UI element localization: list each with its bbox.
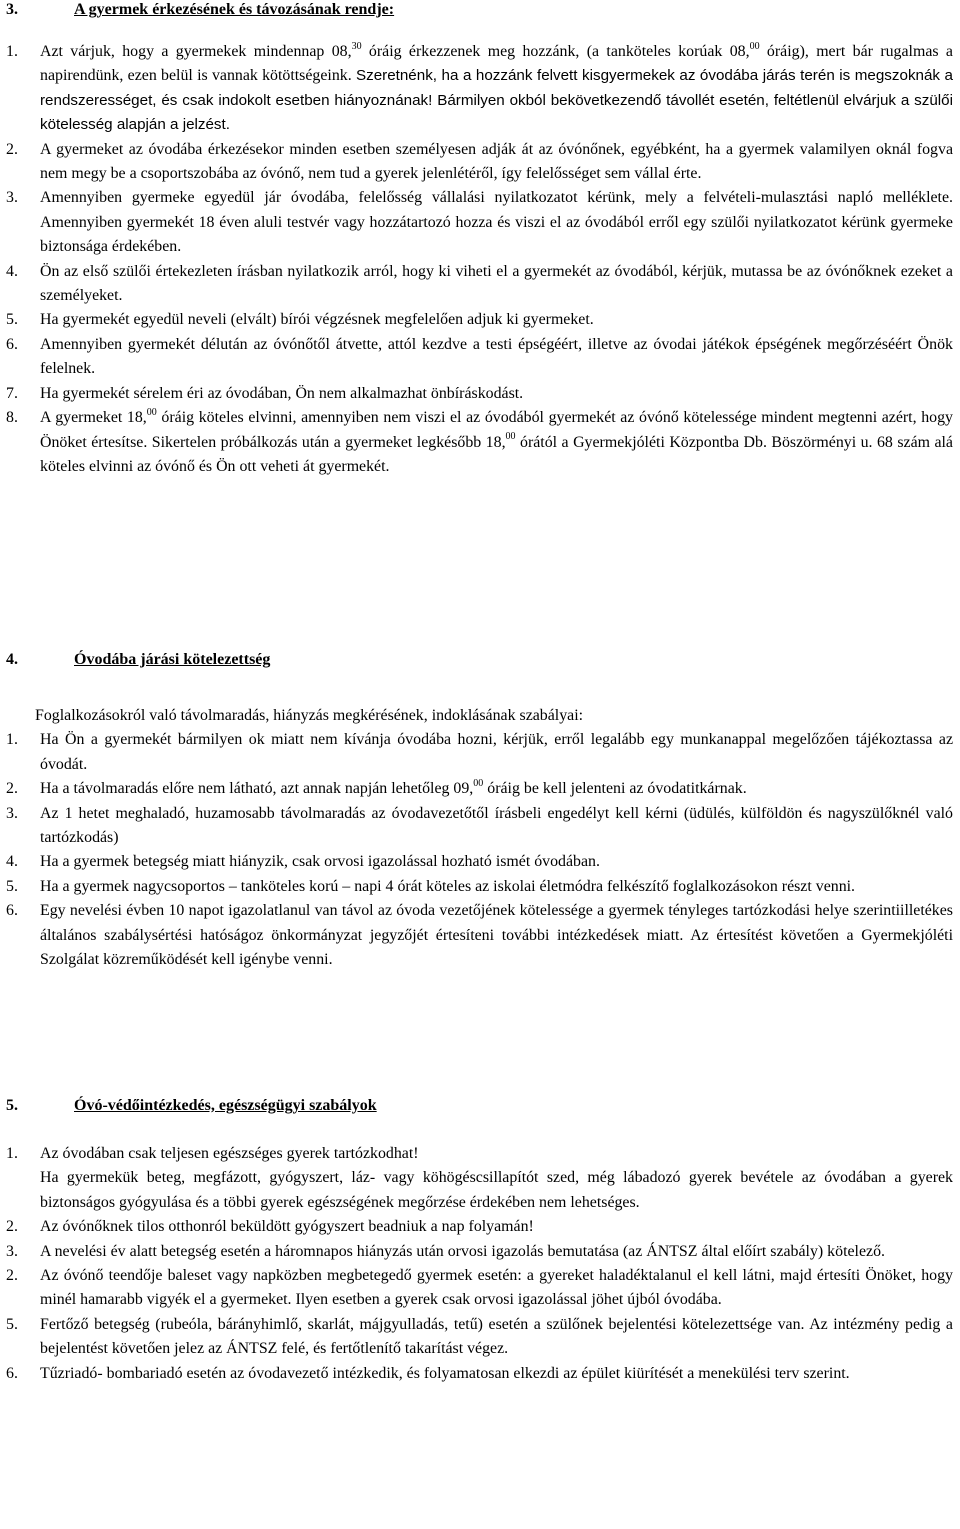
item-continuation: Ha gyermekük beteg, megfázott, gyógyszert, láz- vagy köhögéscsillapítót szed, még lábadozó gyerek bevétele az óvodában a gyerek biztonságos gyógyulása és a többi gyerek egészségének megőrzése érdekében nem lehetséges. xyxy=(40,1169,953,1211)
list-item xyxy=(6,382,953,406)
item-text: Ha a távolmaradás előre nem látható, azt annak napján lehetőleg 09,00 óráig be kell jelenteni az óvodatitkárnak. xyxy=(40,777,747,798)
item-text: Ha Ön a gyermekét bármilyen ok miatt nem kívánja óvodába hozni, kérjük, erről legalább egy munkanappal megelőzően tájékoztassa az óvodát. xyxy=(40,731,953,773)
list-item xyxy=(6,40,953,138)
item-number: 5. xyxy=(6,1315,18,1333)
item-number: 5. xyxy=(6,877,18,895)
list-item xyxy=(6,260,953,309)
item-number: 1. xyxy=(6,43,18,60)
item-number: 8. xyxy=(6,409,18,427)
item-text: Ha gyermekét sérelem éri az óvodában, Ön nem alkalmazhat önbíráskodást. xyxy=(40,384,524,402)
item-number: 2. xyxy=(6,780,18,798)
section-intro: Foglalkozásokról való távolmaradás, hiányzás megkérésének, indoklásának szabályai: xyxy=(35,707,584,724)
item-text: Az óvónőknek tilos otthonról beküldött gyógyszert beadniuk a nap folyamán! xyxy=(40,1218,534,1236)
item-text: Fertőző betegség (rubeóla, bárányhimlő, skarlát, májgyulladás, tetű) esetén a szülőnek bejelentési kötelezettsége van. Az intézmény pedig a bejelentést követően jelez az ÁNTSZ felé, és fertőtlenítő takarítást végez. xyxy=(40,1315,953,1358)
section-3-list xyxy=(6,40,953,479)
item-number: 6. xyxy=(6,335,18,353)
item-text: Egy nevelési évben 10 napot igazolatlanul van távol az óvoda vezetőjének kötelessége a gyermek tényleges tartózkodási helye szerintiilletékes általános szabálysértési hatóságoz önkormányzat jegyzőjét értesíteni további intézkedések miatt. Az értesítést követően a Gyermekjóléti Szolgálat közreműködését kell igénybe venni. xyxy=(40,902,953,969)
list-item xyxy=(6,802,953,851)
item-number: 6. xyxy=(6,902,18,920)
list-item xyxy=(6,1142,953,1166)
item-number: 4. xyxy=(6,853,18,871)
section-3-heading xyxy=(6,0,394,22)
item-number: 5. xyxy=(6,311,18,329)
item-number: 7. xyxy=(6,384,18,402)
item-text: A nevelési év alatt betegség esetén a háromnapos hiányzás után orvosi igazolás bemutatása (az ÁNTSZ által előírt szabály) kötelező. xyxy=(40,1242,885,1260)
item-number: 2. xyxy=(6,1218,18,1236)
list-item xyxy=(6,1215,953,1239)
item-text: Az 1 hetet meghaladó, huzamosabb távolmaradás az óvodavezetőtől írásbeli engedélyt kell kérni (üdülés, külföldön és nagyszülőknél való tartózkodás) xyxy=(40,804,953,847)
item-text: Amennyiben gyermeke egyedül jár óvodába, felelősség vállalási nyilatkozatot kérünk, mely a felvételi-mulasztási napló melléklete. Amennyiben gyermekét 18 éven aluli testvér vagy hozzátartozó hozza és viszi el az óvodából erről egy szülői nyilatkozatot kérünk gyermeke biztonsága érdekében. xyxy=(40,189,953,256)
list-item xyxy=(6,308,953,332)
item-number: 2. xyxy=(6,140,18,158)
section-title: Óvodába járási kötelezettség xyxy=(74,651,271,668)
list-item xyxy=(6,1240,953,1264)
list-item xyxy=(6,899,953,972)
item-text: A gyermeket az óvodába érkezésekor minden esetben személyesen adják át az óvónőnek, egyébként, ha a gyermek valamilyen oknál fogva nem megy be a csoportszobába az óvónő, nem tud a gyerek jelenlétéről, így felelősséget sem vállal érte. xyxy=(40,140,953,183)
list-item xyxy=(6,777,953,801)
list-item xyxy=(6,875,953,899)
item-text: Az óvónő teendője baleset vagy napközben megbetegedő gyermek esetén: a gyereket haladéktalanul el kell látni, majd értesíti Önöket, hogy minél hamarabb vigyék el a gyermeket. Ilyen esetben a gyerek csak orvosi igazolással jöhet újból óvodába. xyxy=(40,1267,953,1309)
item-number: 3. xyxy=(6,1242,18,1260)
list-item xyxy=(6,1362,953,1386)
section-number: 4. xyxy=(6,651,18,668)
item-text: Ha gyermekét egyedül neveli (elvált) bírói végzésnek megfelelően adjuk ki gyermeket. xyxy=(40,311,594,329)
list-item xyxy=(6,138,953,187)
section-4-list xyxy=(6,704,953,972)
item-text: Ha a gyermek betegség miatt hiányzik, csak orvosi igazolással hozható ismét óvodában. xyxy=(40,853,600,871)
item-text: Azt várjuk, hogy a gyermekek mindennap 08,30 óráig érkezzenek meg hozzánk, (a tanköteles korúak 08,00 óráig), mert bár rugalmas a napirendünk, ezen belül is vannak kötöttségeink. Szeretnénk, ha a hozzánk felvett kisgyermekek az óvodába járás terén is megszoknák a rendszerességet, és csak indokolt esetben hiányoznának! Bármilyen okból bekövetkezendő távollét esetén, feltétlenül elvárjuk a szülői kötelesség alapján a jelzést. xyxy=(40,40,953,134)
list-item xyxy=(6,850,953,874)
item-number: 1. xyxy=(6,731,18,749)
item-number: 2. xyxy=(6,1267,18,1285)
item-text: Amennyiben gyermekét délután az óvónőtől átvette, attól kezdve a testi épségéért, illetve az óvodai játékok épségének megőrzéséért Önök felelnek. xyxy=(40,335,953,378)
section-5-heading xyxy=(6,1094,377,1118)
list-item xyxy=(6,186,953,259)
section-title: Óvó-védőintézkedés, egészségügyi szabályok xyxy=(74,1097,377,1114)
section-4-heading xyxy=(6,648,270,672)
section-number: 5. xyxy=(6,1097,18,1114)
item-text: Tűzriadó- bombariadó esetén az óvodavezető intézkedik, és folyamatosan elkezdi az épület kiürítését a menekülési terv szerint. xyxy=(40,1364,850,1382)
list-item xyxy=(6,333,953,382)
section-5-list xyxy=(6,1142,953,1386)
list-item xyxy=(6,1264,953,1313)
item-text: A gyermeket 18,00 óráig köteles elvinni, amennyiben nem viszi el az óvodából gyermekét az óvónő kötelessége mindent megtenni azért, hogy Önöket értesítse. Sikertelen próbálkozás után a gyermeket legkésőbb 18,00 órától a Gyermekjóléti Központba Db. Böszörményi u. 68 szám alá köteles elvinni az óvónő és Ön ott veheti át gyermekét. xyxy=(40,406,953,475)
list-item xyxy=(6,1313,953,1362)
section-title: A gyermek érkezésének és távozásának rendje: xyxy=(74,1,395,18)
section-number: 3. xyxy=(6,1,18,18)
item-number: 3. xyxy=(6,189,18,207)
item-text: Ha a gyermek nagycsoportos – tanköteles korú – napi 4 órát köteles az iskolai életmódra felkészítő foglalkozásokon részt venni. xyxy=(40,877,856,895)
item-number: 1. xyxy=(6,1145,18,1162)
item-text: Ön az első szülői értekezleten írásban nyilatkozik arról, hogy ki viheti el a gyermekét az óvodából, kérjük, mutassa be az óvónőknek ezeket a személyeket. xyxy=(40,262,953,305)
item-number: 4. xyxy=(6,262,18,280)
item-text: Az óvodában csak teljesen egészséges gyerek tartózkodhat! xyxy=(40,1145,419,1162)
item-number: 3. xyxy=(6,804,18,822)
item-number: 6. xyxy=(6,1364,18,1382)
list-item xyxy=(6,728,953,777)
list-item xyxy=(6,406,953,479)
